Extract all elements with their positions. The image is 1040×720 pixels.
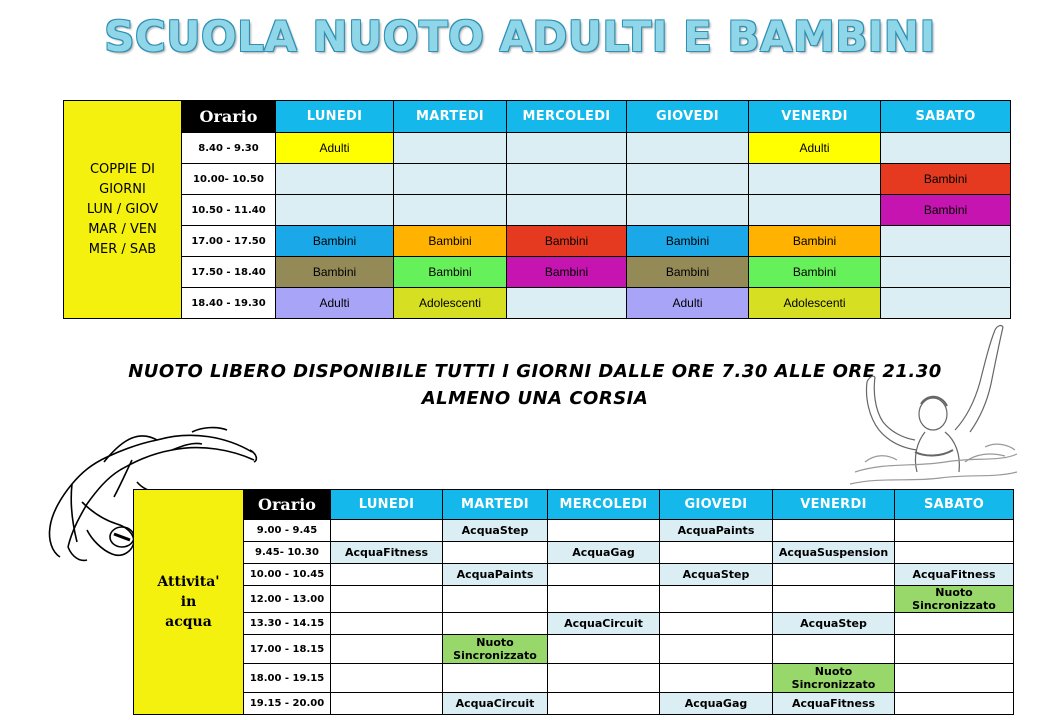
schedule2-day-header: GIOVEDI (660, 490, 773, 520)
schedule1-slot-cell: Bambini (749, 257, 881, 288)
schedule2-slot-cell (331, 664, 443, 693)
schedule2-slot-cell: AcquaFitness (773, 693, 895, 715)
schedule1-slot-cell (881, 257, 1011, 288)
schedule2-slot-cell (773, 635, 895, 664)
schedule2-slot-cell (895, 520, 1014, 542)
schedule1-day-header: VENERDI (749, 101, 881, 133)
schedule2-slot-cell (548, 586, 660, 613)
schedule2-time-cell: 9.45- 10.30 (244, 542, 331, 564)
schedule2-slot-cell (548, 664, 660, 693)
synchronized-swimmer-illustration (845, 322, 1020, 490)
schedule2-day-header: LUNEDI (331, 490, 443, 520)
schedule2-day-header: SABATO (895, 490, 1014, 520)
schedule1-slot-cell: Bambini (627, 257, 749, 288)
schedule1-header-row (64, 101, 1011, 133)
schedule1-time-cell: 8.40 - 9.30 (182, 133, 276, 164)
schedule1-slot-cell: Adolescenti (394, 288, 507, 319)
schedule2-slot-cell: AcquaGag (548, 542, 660, 564)
schedule2-orario-header: Orario (244, 490, 331, 520)
schedule2-slot-cell (895, 693, 1014, 715)
schedule1-row (64, 164, 1011, 195)
schedule2-slot-cell (548, 635, 660, 664)
schedule1-row (64, 226, 1011, 257)
schedule1-time-cell: 17.00 - 17.50 (182, 226, 276, 257)
schedule2-row (134, 693, 1014, 715)
schedule1-slot-cell: Adulti (749, 133, 881, 164)
schedule2-slot-cell: AcquaPaints (443, 564, 548, 586)
schedule2-time-cell: 12.00 - 13.00 (244, 586, 331, 613)
schedule2-slot-cell (548, 693, 660, 715)
schedule2-slot-cell (443, 613, 548, 635)
schedule2-slot-cell (331, 586, 443, 613)
schedule1-slot-cell: Bambini (394, 257, 507, 288)
schedule1-slot-cell: Bambini (276, 257, 394, 288)
schedule1-side-label-line: GIORNI (99, 181, 146, 197)
schedule1-slot-cell (394, 164, 507, 195)
free-swim-notice-line1: NUOTO LIBERO DISPONIBILE TUTTI I GIORNI DALLE ORE 7.30 ALLE ORE 21.30 (128, 361, 942, 382)
schedule1-slot-cell (627, 195, 749, 226)
schedule1-slot-cell (276, 195, 394, 226)
schedule2-day-header: MERCOLEDI (548, 490, 660, 520)
schedule1-slot-cell (627, 164, 749, 195)
swim-school-schedule (63, 100, 1011, 319)
schedule2-slot-cell: AcquaSuspension (773, 542, 895, 564)
schedule2-slot-cell (443, 542, 548, 564)
schedule1-side-label-line: MAR / VEN (88, 221, 157, 237)
schedule1-slot-cell: Bambini (881, 195, 1011, 226)
schedule1-side-label (64, 101, 182, 319)
schedule2-slot-cell (895, 664, 1014, 693)
schedule2-slot-cell (773, 586, 895, 613)
schedule2-slot-cell: AcquaCircuit (548, 613, 660, 635)
schedule2-row (134, 564, 1014, 586)
schedule1-row (64, 133, 1011, 164)
schedule1-slot-cell: Bambini (507, 257, 627, 288)
schedule1-slot-cell (394, 195, 507, 226)
schedule2-slot-cell: AcquaCircuit (443, 693, 548, 715)
schedule1-slot-cell (276, 164, 394, 195)
schedule1-row (64, 288, 1011, 319)
schedule1-day-header: LUNEDI (276, 101, 394, 133)
schedule1-day-header: SABATO (881, 101, 1011, 133)
schedule2-day-header: VENERDI (773, 490, 895, 520)
schedule2-slot-cell (895, 635, 1014, 664)
schedule2-slot-cell (331, 693, 443, 715)
schedule1-slot-cell: Bambini (276, 226, 394, 257)
schedule1-time-cell: 10.00- 10.50 (182, 164, 276, 195)
schedule2-row (134, 635, 1014, 664)
schedule2-time-cell: 9.00 - 9.45 (244, 520, 331, 542)
schedule1-row (64, 195, 1011, 226)
schedule1-slot-cell (507, 133, 627, 164)
schedule1-slot-cell (881, 226, 1011, 257)
schedule2-slot-cell (331, 635, 443, 664)
schedule1-row (64, 257, 1011, 288)
schedule2-slot-cell: AcquaStep (773, 613, 895, 635)
schedule1-slot-cell: Bambini (394, 226, 507, 257)
schedule1-slot-cell (627, 133, 749, 164)
schedule1-slot-cell: Adulti (627, 288, 749, 319)
schedule1-slot-cell (507, 288, 627, 319)
schedule2-slot-cell (660, 613, 773, 635)
schedule1-slot-cell (507, 164, 627, 195)
schedule1-slot-cell (881, 133, 1011, 164)
schedule1-slot-cell (507, 195, 627, 226)
free-swim-notice-line2: ALMENO UNA CORSIA (421, 388, 649, 409)
schedule2-side-label-line: acqua (165, 614, 212, 630)
schedule1-side-label-line: MER / SAB (88, 241, 157, 257)
schedule2-slot-cell (773, 564, 895, 586)
schedule2-slot-cell (331, 520, 443, 542)
schedule2-slot-cell (660, 635, 773, 664)
schedule1-slot-cell: Bambini (507, 226, 627, 257)
schedule1-slot-cell: Bambini (627, 226, 749, 257)
schedule2-side-label (134, 490, 244, 715)
schedule1-slot-cell: Bambini (881, 164, 1011, 195)
schedule2-slot-cell: Nuoto Sincronizzato (443, 635, 548, 664)
schedule2-time-cell: 19.15 - 20.00 (244, 693, 331, 715)
schedule2-time-cell: 10.00 - 10.45 (244, 564, 331, 586)
schedule1-slot-cell: Adulti (276, 133, 394, 164)
schedule2-time-cell: 13.30 - 14.15 (244, 613, 331, 635)
schedule1-slot-cell (881, 288, 1011, 319)
schedule2-slot-cell: AcquaStep (443, 520, 548, 542)
water-activities-schedule (133, 489, 1014, 715)
schedule1-time-cell: 18.40 - 19.30 (182, 288, 276, 319)
schedule2-row (134, 520, 1014, 542)
schedule2-slot-cell: AcquaPaints (660, 520, 773, 542)
schedule2-slot-cell: AcquaFitness (895, 564, 1014, 586)
schedule1-slot-cell: Adolescenti (749, 288, 881, 319)
schedule2-slot-cell (443, 586, 548, 613)
schedule2-slot-cell: AcquaStep (660, 564, 773, 586)
schedule1-slot-cell (394, 133, 507, 164)
schedule2-slot-cell (660, 664, 773, 693)
schedule2-slot-cell: Nuoto Sincronizzato (773, 664, 895, 693)
schedule2-row (134, 613, 1014, 635)
schedule1-day-header: GIOVEDI (627, 101, 749, 133)
schedule1-orario-header: Orario (182, 101, 276, 133)
schedule2-slot-cell (548, 520, 660, 542)
schedule2-slot-cell (331, 564, 443, 586)
schedule2-slot-cell (895, 542, 1014, 564)
schedule2-slot-cell (331, 613, 443, 635)
schedule1-side-label-line: LUN / GIOV (86, 201, 159, 217)
schedule1-slot-cell (749, 164, 881, 195)
schedule2-slot-cell (660, 586, 773, 613)
schedule2-time-cell: 18.00 - 19.15 (244, 664, 331, 693)
schedule2-time-cell: 17.00 - 18.15 (244, 635, 331, 664)
schedule1-day-header: MARTEDI (394, 101, 507, 133)
schedule1-time-cell: 10.50 - 11.40 (182, 195, 276, 226)
schedule1-slot-cell (749, 195, 881, 226)
schedule2-side-label-line: in (180, 594, 197, 610)
schedule2-slot-cell (548, 564, 660, 586)
schedule1-day-header: MERCOLEDI (507, 101, 627, 133)
schedule2-row (134, 586, 1014, 613)
schedule2-slot-cell (443, 664, 548, 693)
schedule2-slot-cell: Nuoto Sincronizzato (895, 586, 1014, 613)
schedule1-side-label-line: COPPIE DI (89, 161, 155, 177)
schedule2-side-label-line: Attivita' (157, 574, 220, 590)
schedule2-day-header: MARTEDI (443, 490, 548, 520)
schedule1-slot-cell: Adulti (276, 288, 394, 319)
schedule2-header-row (134, 490, 1014, 520)
schedule2-slot-cell: AcquaFitness (331, 542, 443, 564)
schedule1-slot-cell: Bambini (749, 226, 881, 257)
schedule2-row (134, 542, 1014, 564)
schedule2-slot-cell: AcquaGag (660, 693, 773, 715)
schedule2-slot-cell (660, 542, 773, 564)
schedule2-row (134, 664, 1014, 693)
schedule2-slot-cell (773, 520, 895, 542)
page-title: SCUOLA NUOTO ADULTI E BAMBINI (104, 12, 936, 61)
schedule2-slot-cell (895, 613, 1014, 635)
schedule1-time-cell: 17.50 - 18.40 (182, 257, 276, 288)
